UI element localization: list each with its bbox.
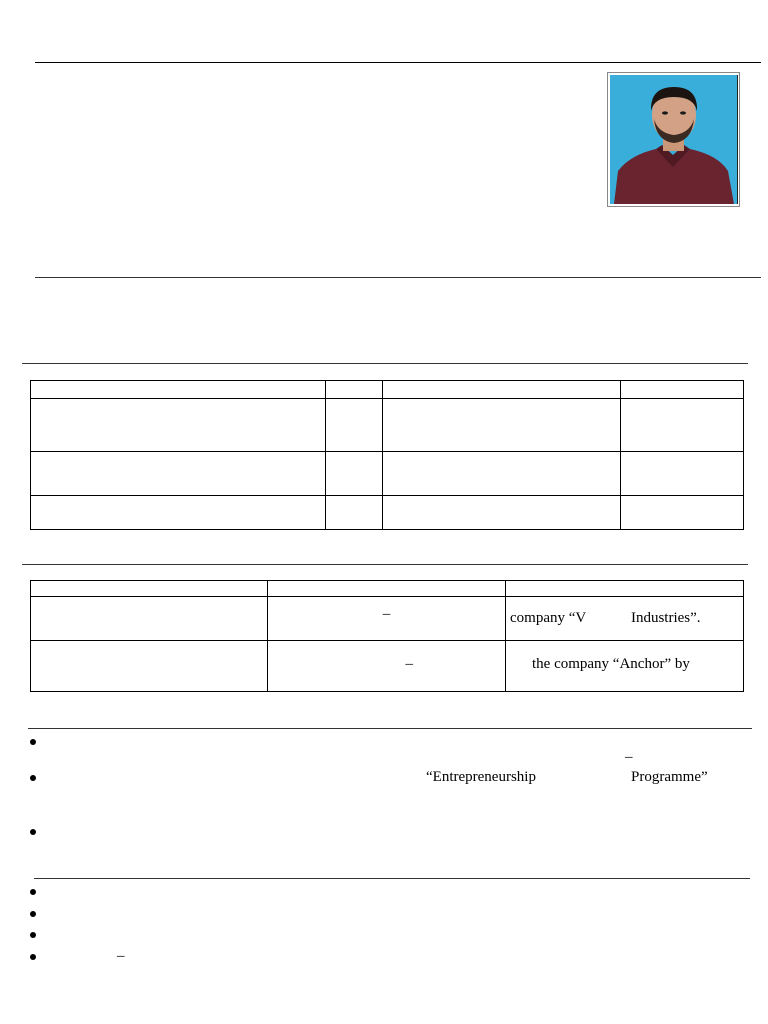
achievement-dash: – xyxy=(625,749,633,765)
table-row xyxy=(31,381,744,399)
bullet-icon xyxy=(30,739,36,745)
table-cell xyxy=(31,399,326,452)
bullet-icon xyxy=(30,932,36,938)
table-cell xyxy=(31,641,268,692)
table-cell: the company “Anchor” by xyxy=(506,641,744,692)
table-cell xyxy=(383,452,621,496)
table-cell xyxy=(621,496,744,530)
section-rule-training xyxy=(22,564,748,565)
training-table xyxy=(30,580,744,692)
section-rule-objective xyxy=(35,277,761,278)
table-cell xyxy=(326,452,383,496)
achievement-program-start: “Entrepreneurship xyxy=(426,769,536,785)
bullet-icon xyxy=(30,829,36,835)
table-cell xyxy=(326,496,383,530)
table-row xyxy=(31,399,744,452)
table-cell xyxy=(31,496,326,530)
table-row xyxy=(31,452,744,496)
section-rule-projects xyxy=(22,363,748,364)
table-row xyxy=(31,581,744,597)
table-row xyxy=(31,641,744,692)
bullet-icon xyxy=(30,889,36,895)
table-cell xyxy=(268,581,506,597)
table-cell xyxy=(31,581,268,597)
table-cell: – xyxy=(268,597,506,641)
table-cell xyxy=(326,399,383,452)
table-cell xyxy=(326,381,383,399)
table-cell xyxy=(621,452,744,496)
projects-table xyxy=(30,380,744,530)
table-cell: – xyxy=(268,641,506,692)
table-cell xyxy=(621,399,744,452)
person-photo-icon xyxy=(610,75,738,204)
table-row xyxy=(31,496,744,530)
table-cell xyxy=(383,399,621,452)
bullet-icon xyxy=(30,954,36,960)
table-row xyxy=(31,597,744,641)
bullet-icon xyxy=(30,775,36,781)
table-cell xyxy=(383,381,621,399)
table-cell xyxy=(506,581,744,597)
table-cell xyxy=(383,496,621,530)
table-cell xyxy=(621,381,744,399)
bullet-icon xyxy=(30,911,36,917)
table-cell xyxy=(31,381,326,399)
table-cell xyxy=(31,452,326,496)
section-rule-achievements xyxy=(28,728,752,729)
header-rule xyxy=(35,62,761,63)
section-rule-hobbies xyxy=(34,878,750,879)
achievement-program-end: Programme” xyxy=(631,769,708,785)
table-cell xyxy=(31,597,268,641)
profile-photo xyxy=(607,72,740,207)
hobby-dash: – xyxy=(117,948,125,964)
table-cell: company “V Industries”. xyxy=(506,597,744,641)
